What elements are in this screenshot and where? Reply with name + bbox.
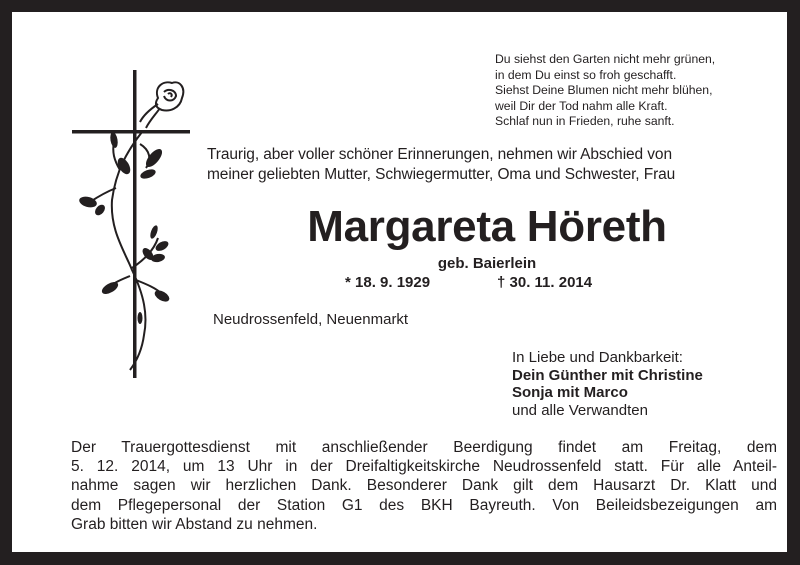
poem-line: Siehst Deine Blumen nicht mehr blühen, — [495, 83, 713, 97]
life-dates — [345, 274, 592, 292]
poem-line: in dem Du einst so froh geschafft. — [495, 67, 677, 82]
service-information — [71, 438, 777, 534]
memorial-poem — [495, 52, 715, 130]
service-line: dem Pflegepersonal der Station G1 des BKH Bayreuth. Von Beileidsbezeigungen am — [71, 496, 777, 514]
mourner-name: Dein Günther mit Christine — [512, 366, 703, 384]
death-date: † 30. 11. 2014 — [497, 274, 593, 291]
intro-line: meiner geliebten Mutter, Schwiegermutter, Oma und Schwester, Frau — [207, 165, 676, 183]
service-line: Der Trauergottesdienst mit anschließender Beerdigung findet am Freitag, dem — [71, 439, 777, 456]
mourner-name: Sonja mit Marco — [512, 384, 628, 401]
mourners-opening: In Liebe und Dankbarkeit: — [512, 349, 683, 366]
intro-line: Traurig, aber voller schöner Erinnerungen, nehmen wir Abschied von — [207, 146, 672, 163]
mourners-closing: und alle Verwandten — [512, 401, 648, 419]
poem-line: weil Dir der Tod nahm alle Kraft. — [495, 98, 668, 113]
deceased-name: Margareta Höreth — [307, 202, 667, 251]
intro-text — [207, 145, 675, 184]
place: Neudrossenfeld, Neuenmarkt — [213, 311, 409, 328]
poem-line: Schlaf nun in Frieden, ruhe sanft. — [495, 114, 675, 128]
poem-line: Du siehst den Garten nicht mehr grünen, — [495, 52, 716, 66]
service-line: nahme sagen wir herzlichen Dank. Besonderer Dank gilt dem Hausarzt Dr. Klatt und — [71, 477, 777, 495]
cross-with-rose-icon — [70, 70, 200, 390]
service-line: Grab bitten wir Abstand zu nehmen. — [71, 515, 318, 533]
service-line: 5. 12. 2014, um 13 Uhr in der Dreifaltigkeitskirche Neudrossenfeld statt. Für alle Anteil- — [71, 458, 777, 476]
mourners — [512, 349, 703, 419]
birth-date: * 18. 9. 1929 — [345, 274, 431, 291]
obituary-notice — [12, 12, 787, 552]
birth-name: geb. Baierlein — [437, 255, 537, 272]
